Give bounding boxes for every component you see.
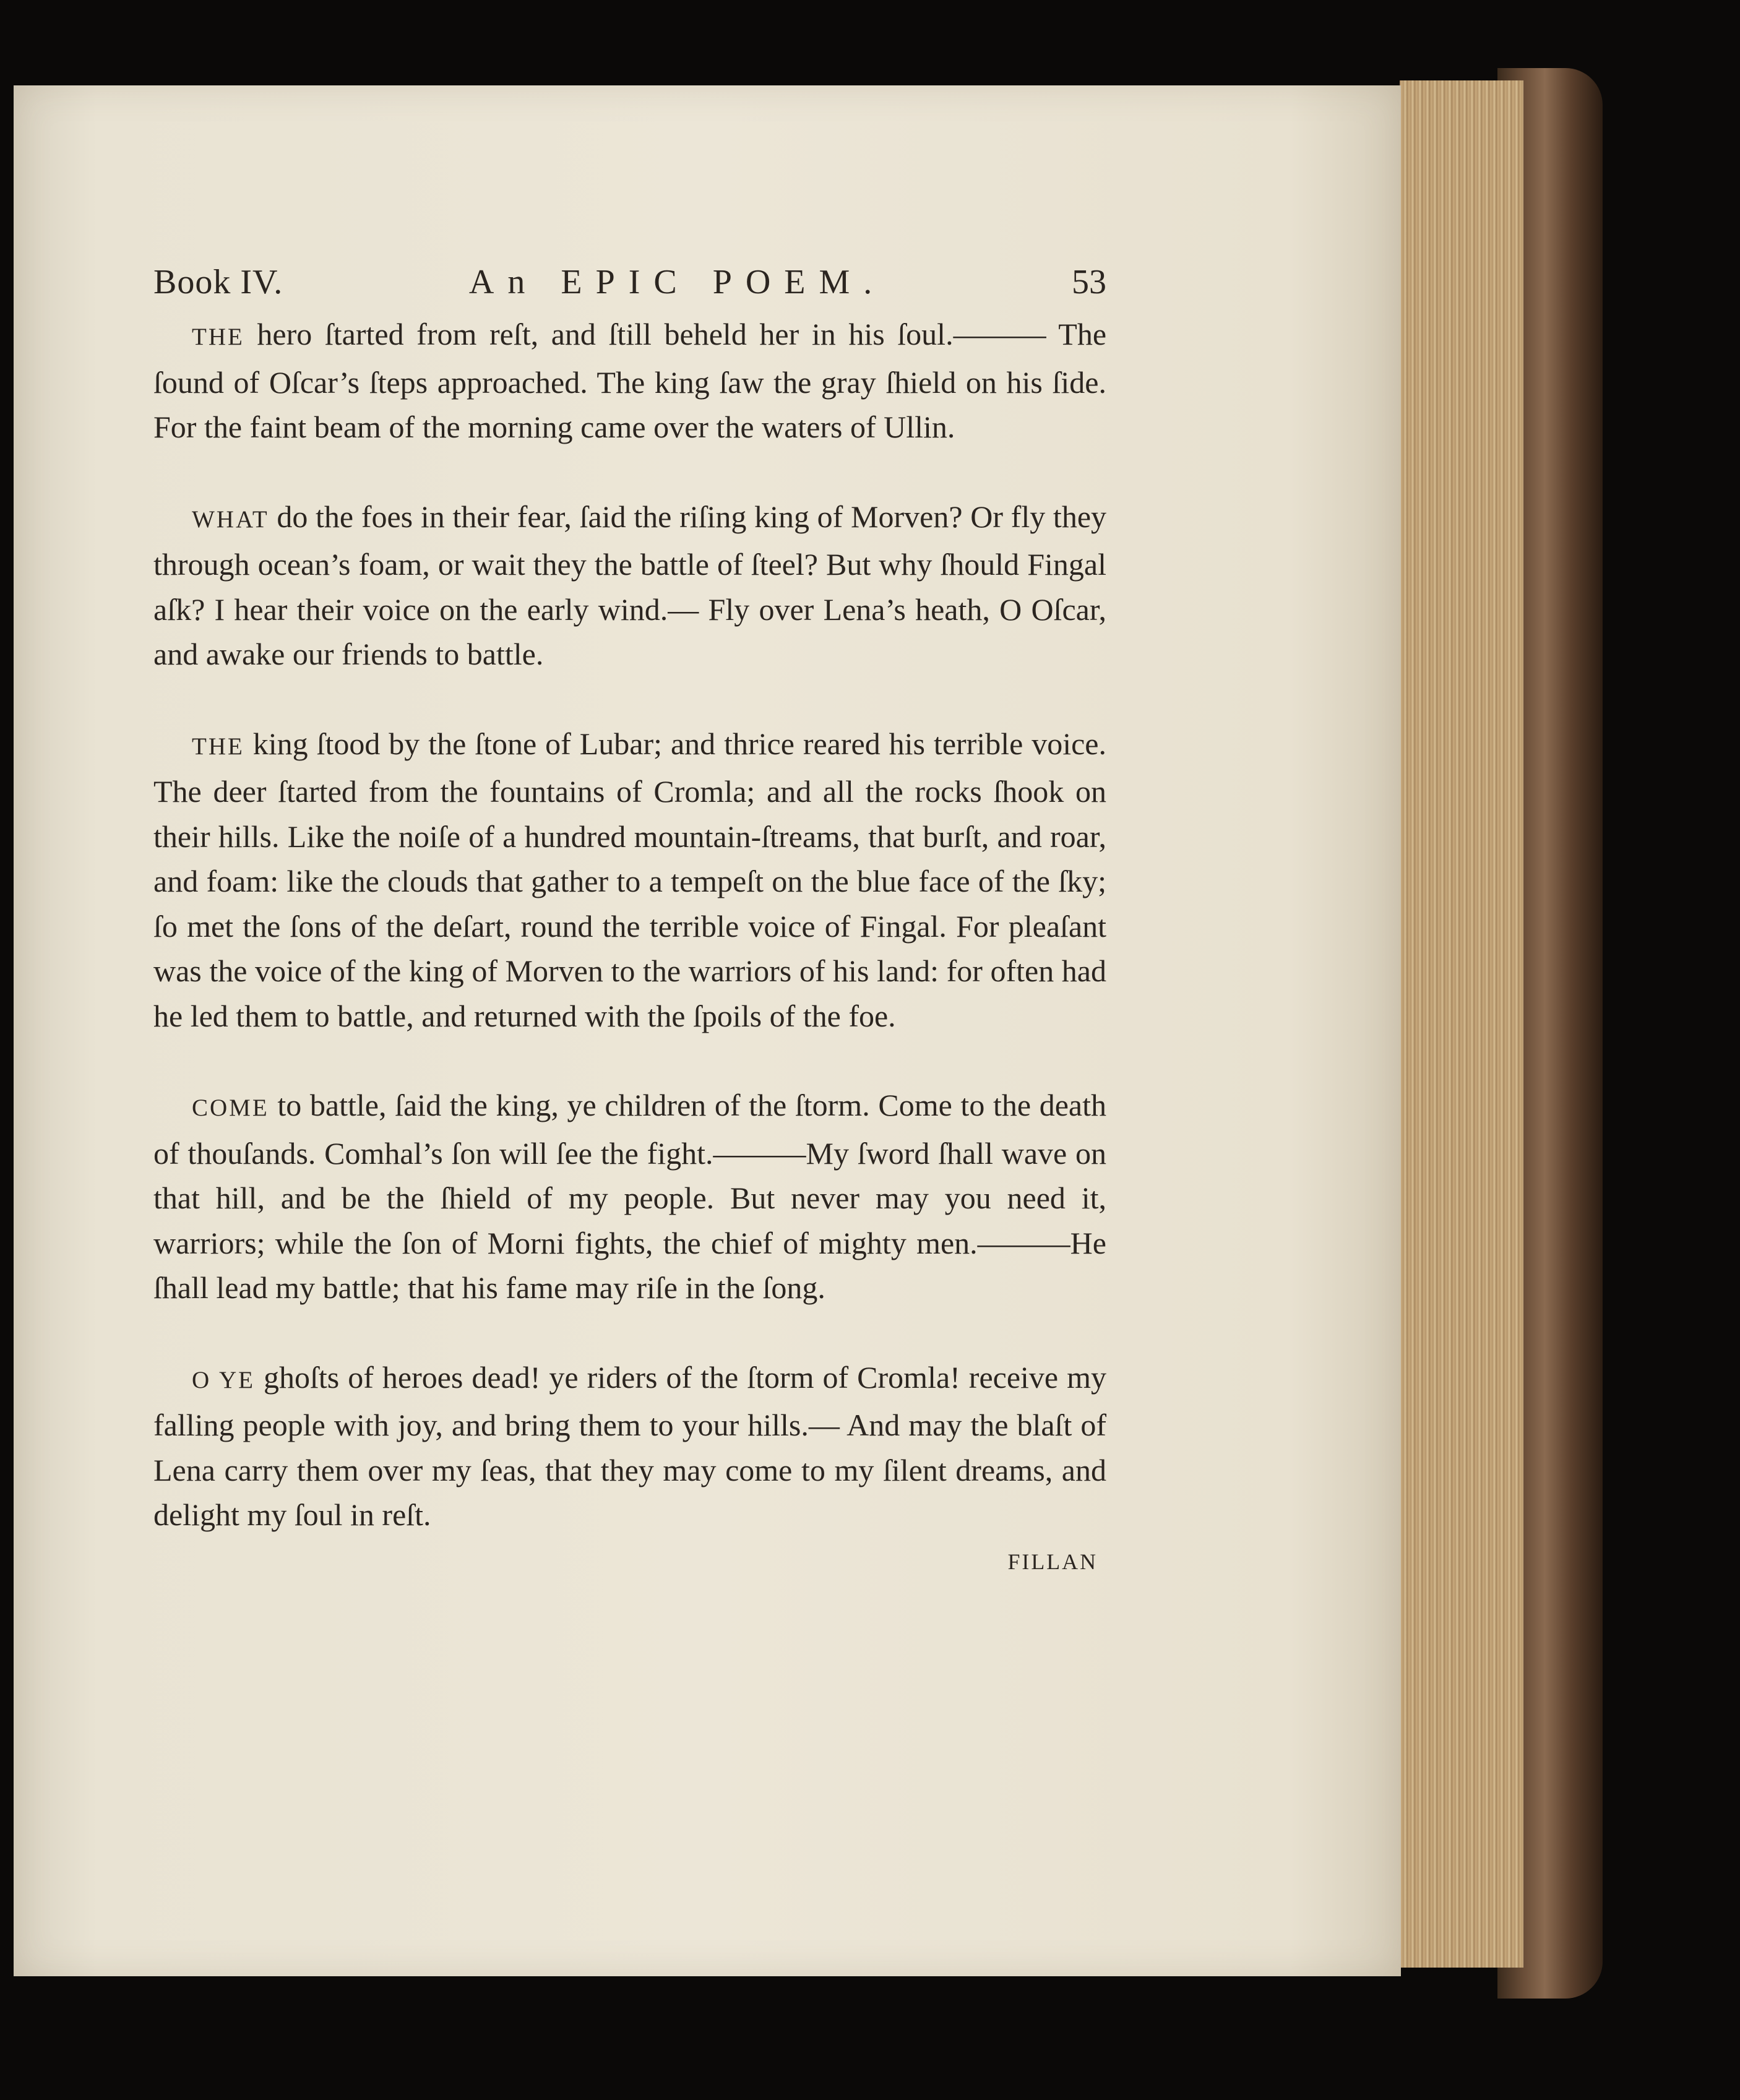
page-number: 53 bbox=[1072, 263, 1106, 301]
paragraph-text: do the foes in their fear, ſaid the riſing king of Morven? Or fly they through ocean’s foam, or wait they the battle of ſteel? But why ſhould Fingal aſk? I hear their voice on the early wind.— Fly over Lena’s heath, O Oſcar, and awake our friends to battle. bbox=[153, 499, 1107, 671]
paragraph-lead: THE bbox=[192, 324, 244, 350]
paragraph bbox=[153, 721, 1106, 1039]
paragraph bbox=[153, 1355, 1106, 1538]
paragraph-lead: COME bbox=[192, 1095, 269, 1121]
paragraph-text: ghoſts of heroes dead! ye riders of the ſtorm of Cromla! receive my falling people with joy, and bring them to your hills.— And may the blaſt of Lena carry them over my ſeas, that they may come to my ſilent dreams, and delight my ſoul in reſt. bbox=[153, 1359, 1107, 1532]
paragraph bbox=[153, 1083, 1106, 1310]
paragraph-lead: WHAT bbox=[192, 506, 269, 533]
catchword: FILLAN bbox=[1007, 1549, 1098, 1574]
paragraph-lead: O YE bbox=[192, 1366, 255, 1393]
paragraph-text: hero ſtarted from reſt, and ſtill beheld her in his ſoul.——— The ſound of Oſcar’s ſteps approached. The king ſaw the gray ſhield on his ſide. For the faint beam of the morning came over the waters of Ullin. bbox=[153, 317, 1107, 444]
page-text-block bbox=[153, 260, 1106, 1584]
header-title: An EPIC POEM. bbox=[468, 263, 886, 301]
running-header bbox=[153, 260, 1106, 312]
paragraph-lead: THE bbox=[192, 733, 244, 760]
page-edges bbox=[1400, 80, 1523, 1968]
paragraph bbox=[153, 312, 1106, 450]
paragraph-text: to battle, ſaid the king, ye children of the ſtorm. Come to the death of thouſands. Comhal’s ſon will ſee the fight.———My ſword ſhall wave on that hill, and be the ſhield of my people. But never may you need it, warriors; while the ſon of Morni fights, the chief of mighty men.———He ſhall lead my battle; that his fame may riſe in the ſong. bbox=[153, 1088, 1106, 1305]
header-book: Book IV. bbox=[153, 263, 283, 301]
paragraph bbox=[153, 494, 1106, 677]
paragraph-text: king ſtood by the ſtone of Lubar; and thrice reared his terrible voice. The deer ſtarted from the fountains of Cromla; and all the rocks ſhook on their hills. Like the noiſe of a hundred mountain-ſtreams, that burſt, and roar, and foam: like the clouds that gather to a tempeſt on the blue face of the ſky; ſo met the ſons of the deſart, round the terrible voice of Fingal. For pleaſant was the voice of the king of Morven to the warriors of his land: for often had he led them to battle, and returned with the ſpoils of the foe. bbox=[153, 726, 1106, 1033]
